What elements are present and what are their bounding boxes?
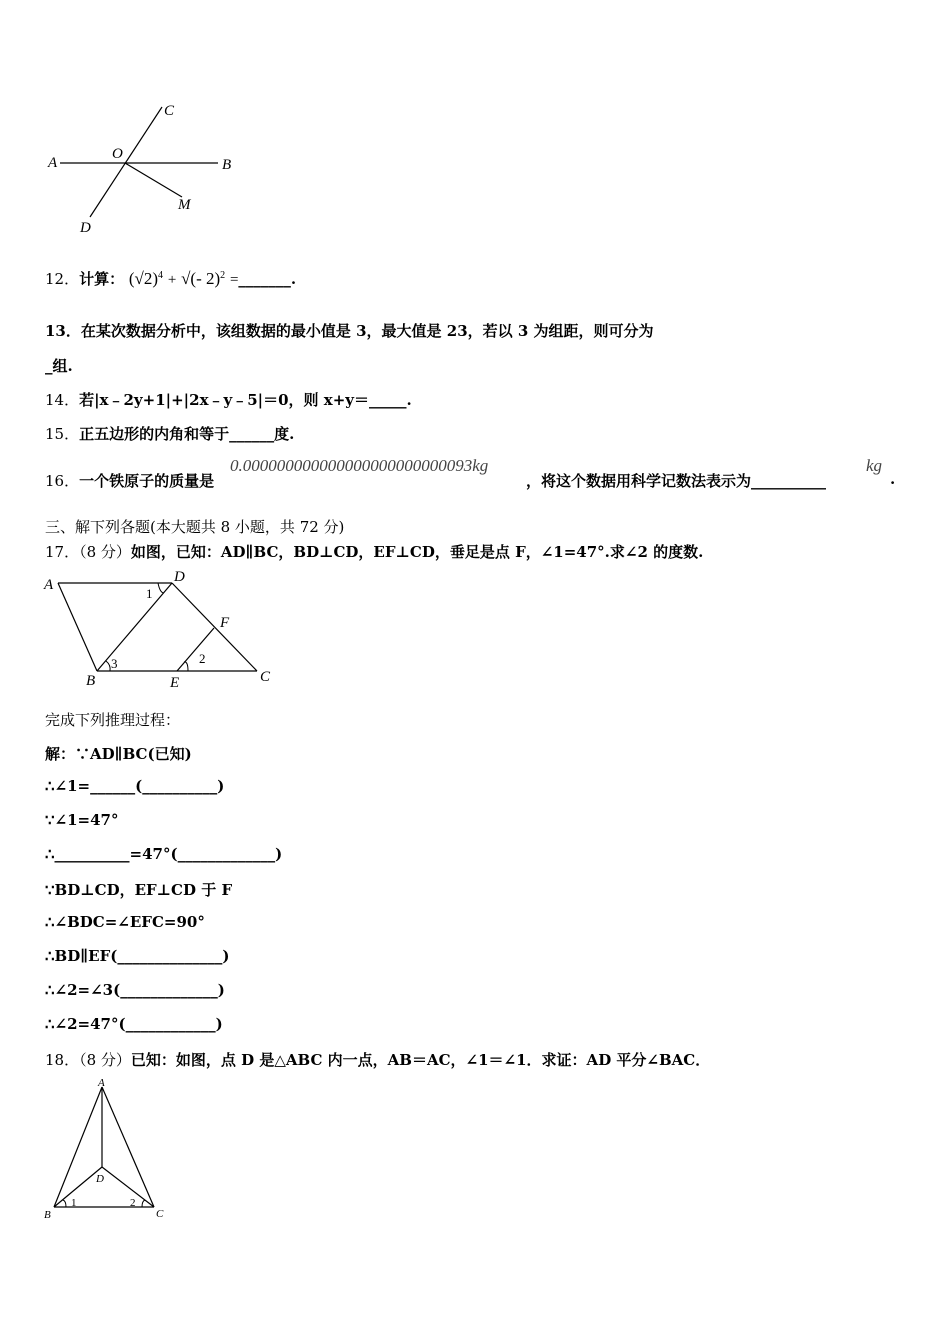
q16-value (230, 456, 488, 476)
label-d: D (174, 569, 185, 585)
q16-prefix: 一个铁原子的质量是 (79, 472, 215, 490)
label-a: A (44, 577, 54, 593)
label-b: B (222, 157, 232, 173)
seg-ab (54, 1087, 102, 1207)
arc-3 (106, 661, 110, 671)
label-d: D (80, 220, 91, 236)
q17-step-3: ∵∠1=47° (45, 811, 119, 829)
arc-1 (63, 1200, 66, 1207)
label-c: C (164, 103, 175, 119)
angle-3-label: 3 (111, 656, 118, 671)
q12-expr-b: √(- 2) (181, 269, 221, 288)
figure-angle-lines (40, 95, 250, 240)
seg-ab (58, 583, 97, 671)
q17-score: （8 分） (79, 543, 131, 561)
q16-value-number: 0.000000000000000000000000093 (230, 456, 473, 475)
q16-mid: ，将这个数据用科学记数法表示为__________ (526, 472, 827, 490)
q12-plus: + (167, 272, 177, 288)
q16-end: . (890, 470, 896, 488)
label-c: C (156, 1208, 164, 1220)
seg-bd (97, 583, 172, 671)
seg-ac (102, 1087, 154, 1207)
q12-prefix: 计算： (79, 270, 125, 288)
q12-eq: = (229, 272, 239, 288)
figure-triangle-abc (40, 1075, 175, 1225)
q17-number: 17． (45, 543, 80, 561)
arc-1 (158, 583, 164, 593)
arc-2 (184, 662, 188, 671)
label-d: D (96, 1173, 104, 1185)
label-f: F (220, 615, 230, 631)
label-b: B (86, 673, 96, 689)
label-e: E (170, 675, 180, 690)
question-12 (45, 268, 296, 289)
q15-number: 15． (45, 425, 80, 443)
label-m: M (178, 197, 191, 213)
q18-score: （8 分） (79, 1051, 131, 1069)
angle-2-label: 2 (130, 1197, 136, 1209)
question-14 (45, 389, 412, 410)
label-a: A (48, 155, 58, 171)
q17-step-4: ∴__________=47°(_____________) (45, 845, 283, 863)
angle-2-label: 2 (199, 651, 206, 666)
arc-2 (142, 1200, 145, 1207)
q18-text: 已知：如图，点 D 是△ABC 内一点，AB＝AC，∠1＝∠1．求证：AD 平分∠BAC． (130, 1051, 711, 1069)
seg-ef (177, 628, 214, 671)
line-cd (90, 107, 162, 217)
q12-exp-a: 4 (158, 270, 164, 281)
q14-text: 若|x﹣2y+1|+|2x﹣y﹣5|＝0，则 x+y＝_____. (79, 391, 412, 409)
seg-bd (54, 1167, 102, 1207)
question-13-cont: _组. (45, 357, 73, 375)
q12-exp-b: 2 (220, 270, 226, 281)
question-18 (45, 1049, 710, 1070)
q17-step-8: ∴∠2=∠3(_____________) (45, 981, 225, 999)
seg-dc (172, 583, 257, 671)
label-c: C (260, 669, 271, 685)
q17-step-9: ∴∠2=47°(____________) (45, 1015, 223, 1033)
figure-trapezoid (40, 565, 280, 690)
q12-end: . (290, 270, 297, 288)
q16-number: 16． (45, 472, 80, 490)
seg-cd (102, 1167, 154, 1207)
section-3-title: 三、解下列各题(本大题共 8 小题，共 72 分) (45, 518, 345, 536)
q17-step-5: ∵BD⊥CD，EF⊥CD 于 F (45, 881, 233, 899)
q16-unit2: kg (866, 456, 883, 475)
q15-text: 正五边形的内角和等于______度. (79, 425, 295, 443)
q17-step-2: ∴∠1=______(__________) (45, 777, 225, 795)
angle-1-label: 1 (146, 586, 153, 601)
label-a: A (98, 1077, 105, 1089)
q17-step-6: ∴∠BDC=∠EFC=90° (45, 913, 205, 931)
q12-number: 12． (45, 270, 80, 288)
q18-number: 18． (45, 1051, 80, 1069)
q17-step-1: 解：∵AD∥BC(已知) (45, 745, 192, 763)
question-17 (45, 541, 703, 562)
q12-blank: _______ (238, 270, 291, 288)
label-b: B (44, 1209, 51, 1221)
q16-unit: kg (472, 456, 489, 475)
label-o: O (112, 146, 123, 162)
q17-step-7: ∴BD∥EF(______________) (45, 947, 230, 965)
question-15 (45, 423, 294, 444)
q17-step-0: 完成下列推理过程： (45, 711, 181, 729)
question-16-part1 (45, 470, 214, 491)
q14-number: 14． (45, 391, 80, 409)
question-13: 13．在某次数据分析中，该组数据的最小值是 3，最大值是 23，若以 3 为组距，则可分为 (45, 322, 654, 340)
q17-text: 如图，已知：AD∥BC，BD⊥CD，EF⊥CD，垂足是点 F，∠1=47°.求∠2 的度数. (130, 543, 704, 561)
ray-om (125, 163, 182, 197)
angle-1-label: 1 (71, 1197, 77, 1209)
q12-expr-a: (√2) (128, 269, 159, 288)
